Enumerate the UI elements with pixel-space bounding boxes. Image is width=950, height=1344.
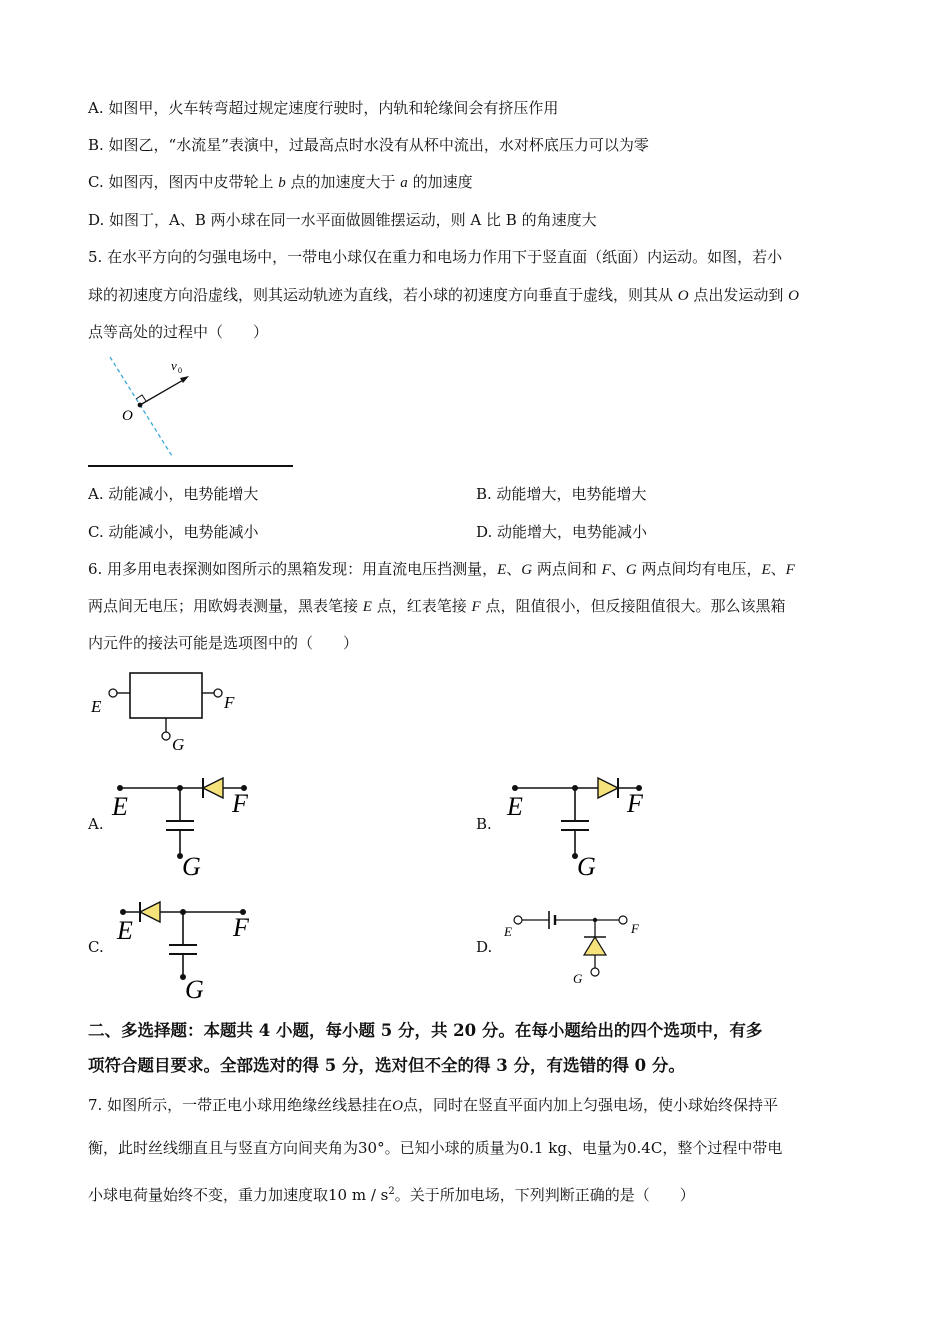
label-v0-sub: 0 [178,366,182,375]
svg-text:F: F [232,789,248,818]
velocity-arrow [140,379,185,405]
diode-triangle [584,937,606,955]
q6-stem-line2: 两点间无电压；用欧姆表测量，黑表笔接 E 点，红表笔接 F 点，阻值很小，但反接阻值很大。那么该黑箱 [88,597,786,615]
diode-triangle [598,778,618,798]
diode-triangle [203,778,223,798]
terminal-g [162,732,170,740]
point-o [138,403,143,408]
q4-option-a: A. 如图甲，火车转弯超过规定速度行驶时，内轨和轮缘间会有挤压作用 [88,99,559,117]
q6-option-a-label: A. [88,815,104,833]
svg-text:E: E [112,792,128,821]
svg-text:E: E [507,792,523,821]
q5-option-a: A. 动能减小，电势能增大 [88,485,259,503]
q4-option-d: D. 如图丁，A、B 两小球在同一水平面做圆锥摆运动，则 A 比 B 的角速度大 [88,211,597,229]
terminal-f [214,689,222,697]
svg-text:G: G [185,975,204,1004]
svg-text:E: E [91,697,102,716]
q6-option-c-circuit [113,897,273,1002]
q7-stem-line2: 衡，此时丝线绷直且与竖直方向间夹角为30°。已知小球的质量为0.1 kg、电量为0.4C，整个过程中带电 [88,1139,783,1157]
svg-text:F: F [631,921,639,936]
q5-stem-line2: 球的初速度方向沿虚线，则其运动轨迹为直线，若小球的初速度方向垂直于虚线，则其从 O 点出发运动到 O [88,286,800,304]
svg-text:F: F [233,913,249,942]
terminal-e [109,689,117,697]
svg-text:E: E [504,924,512,939]
q5-figure [85,352,300,472]
label-o: O [122,408,133,424]
svg-text:G: G [573,971,583,986]
q6-option-b-circuit [505,773,665,881]
svg-text:G: G [182,852,201,881]
section-heading-line1: 二、多选择题：本题共 4 小题，每小题 5 分，共 20 分。在每小题给出的四个选项中，有多 [88,1021,763,1040]
svg-text:E: E [117,916,133,945]
q6-blackbox-figure [88,668,248,753]
section-heading-line2: 项符合题目要求。全部选对的得 5 分，选对但不全的得 3 分，有选错的得 0 分。 [88,1056,685,1075]
q7-stem-line3: 小球电荷量始终不变，重力加速度取10 m / $s^2$。关于所加电场，下列判断正确的是（ ） [88,1186,695,1204]
q6-stem-line1: 6. 用多用电表探测如图所示的黑箱发现：用直流电压挡测量，E、G 两点间和 F、G 两点间均有电压，E、F [88,560,795,578]
q4-option-c: C. 如图丙，图丙中皮带轮上 b 点的加速度大于 a 的加速度 [88,173,473,191]
q4-option-b: B. 如图乙，“水流星”表演中，过最高点时水没有从杯中流出，水对杯底压力可以为零 [88,136,649,154]
svg-text:F: F [224,693,235,712]
q6-option-d-circuit [500,905,650,990]
arrow-head [180,376,189,383]
q5-stem-line1: 5. 在水平方向的匀强电场中，一带电小球仅在重力和电场力作用下于竖直面（纸面）内运动。如图，若小 [88,248,783,266]
q5-option-b: B. 动能增大，电势能增大 [476,485,647,503]
q6-option-d-label: D. [476,938,493,956]
label-v0: v [171,358,177,373]
svg-text:G: G [172,735,185,754]
svg-text:G: G [577,852,596,881]
q6-option-c-label: C. [88,938,104,956]
q6-stem-line3: 内元件的接法可能是选项图中的（ ） [88,634,359,652]
q5-option-d: D. 动能增大，电势能减小 [476,523,648,541]
diode-triangle [140,902,160,922]
q6-option-b-label: B. [476,815,492,833]
q5-option-c: C. 动能减小，电势能减小 [88,523,259,541]
q7-stem-line1: 7. 如图所示，一带正电小球用绝缘丝线悬挂在O点，同时在竖直平面内加上匀强电场，使小球始终保持平 [88,1096,778,1114]
black-box [130,673,202,718]
q5-stem-line3: 点等高处的过程中（ ） [88,323,269,341]
q6-option-a-circuit [110,773,270,881]
svg-text:F: F [627,789,643,818]
